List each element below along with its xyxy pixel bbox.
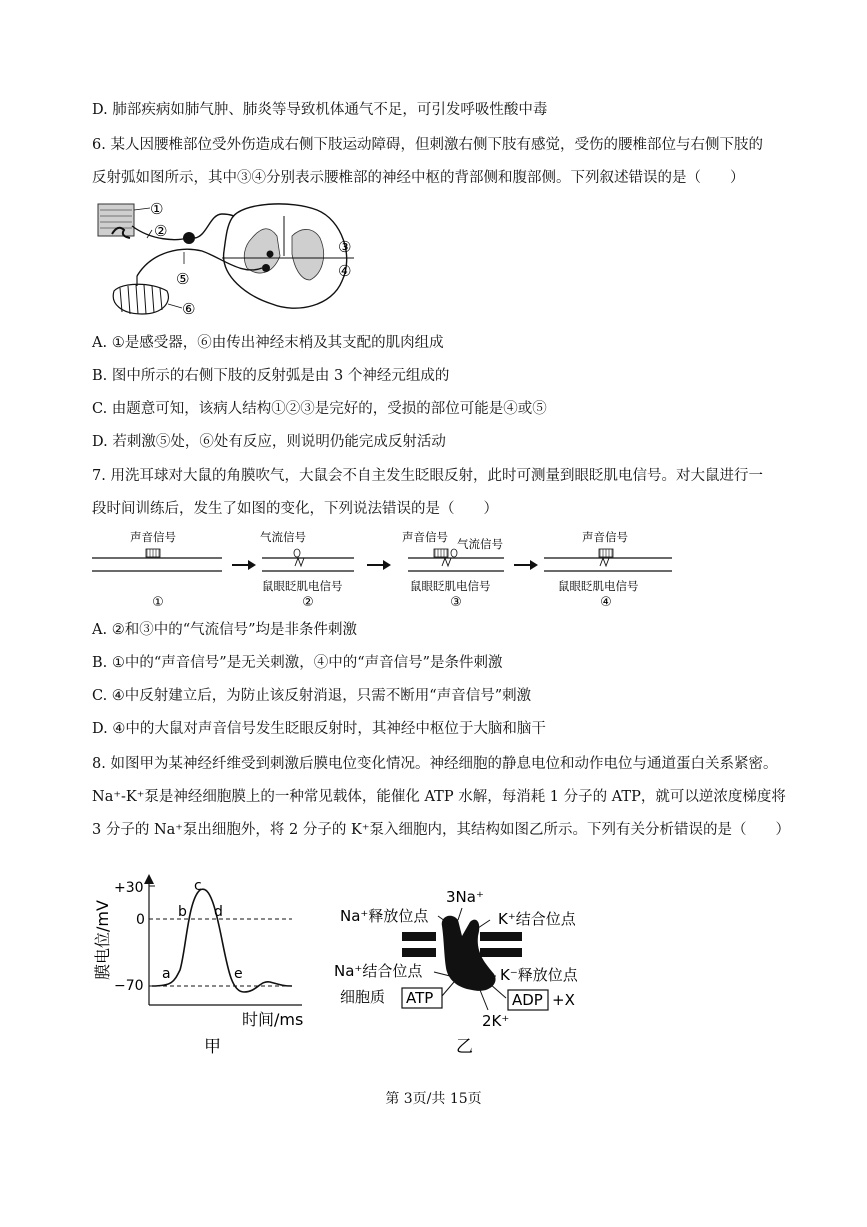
q6-option-d: D. 若刺激⑤处，⑥处有反应，则说明仍能完成反射活动: [92, 434, 446, 450]
label-k-release: K⁻释放位点: [500, 966, 578, 984]
label-na-release: Na⁺释放位点: [340, 907, 429, 925]
sound-label-1: 声音信号: [130, 530, 176, 544]
na-k-pump-diagram: [330, 876, 620, 1060]
label-2k: 2K⁺: [482, 1012, 510, 1030]
receptor-skin: [98, 204, 134, 236]
x-axis-label: 时间/ms: [242, 1010, 304, 1029]
emg-label-3: 鼠眼眨肌电信号: [410, 579, 491, 593]
tick-minus70: −70: [114, 978, 144, 994]
caption-jia: 甲: [204, 1037, 221, 1057]
air-label-2: 气流信号: [260, 530, 306, 544]
label-k-bind: K⁺结合位点: [498, 910, 576, 928]
page-footer: 第 3页/共 15页: [385, 1091, 482, 1107]
point-d: d: [214, 904, 223, 920]
label-na-bind: Na⁺结合位点: [334, 962, 423, 980]
q6-option-b: B. 图中所示的右侧下肢的反射弧是由 3 个神经元组成的: [92, 368, 450, 384]
panel-number-2: ②: [302, 595, 314, 610]
q7-option-b: B. ①中的“声音信号”是无关刺激，④中的“声音信号”是条件刺激: [92, 655, 503, 671]
label-1: ①: [150, 200, 164, 218]
panel-2: [260, 530, 354, 610]
y-axis-label: 膜电位/mV: [93, 900, 112, 980]
panel-number-3: ③: [450, 595, 462, 610]
point-e: e: [234, 966, 243, 982]
q7-option-d: D. ④中的大鼠对声音信号发生眨眼反射时，其神经中枢位于大脑和脑干: [92, 721, 546, 737]
q6-stem-line2: 反射弧如图所示，其中③④分别表示腰椎部的神经中枢的背部侧和腹部侧。下列叙述错误的是（ ）: [92, 170, 745, 186]
air-label-3: 气流信号: [457, 537, 503, 551]
conditioning-figure: [92, 526, 682, 614]
point-a: a: [162, 966, 171, 982]
caption-yi: 乙: [456, 1037, 473, 1057]
label-adp: ADP: [512, 991, 543, 1009]
label-plus-x: +X: [552, 991, 575, 1009]
label-4: ④: [338, 262, 352, 280]
tick-plus30: +30: [114, 880, 144, 896]
point-b: b: [178, 904, 187, 920]
label-cytoplasm: 细胞质: [340, 988, 386, 1006]
sound-label-4: 声音信号: [582, 530, 628, 544]
panel-number-4: ④: [600, 595, 612, 610]
q6-option-c: C. 由题意可知，该病人结构①②③是完好的，受损的部位可能是④或⑤: [92, 401, 547, 417]
panel-number-1: ①: [152, 595, 164, 610]
label-2: ②: [154, 222, 168, 240]
effector-muscle: [113, 284, 168, 314]
label-5: ⑤: [176, 270, 190, 288]
membrane-potential-chart: [92, 870, 322, 1060]
q8-stem-line2: Na⁺-K⁺泵是神经细胞膜上的一种常见载体，能催化 ATP 水解，每消耗 1 分子的 ATP，就可以逆浓度梯度将: [92, 789, 786, 805]
panel-3: [402, 530, 504, 610]
q5-option-d: D. 肺部疾病如肺气肿、肺炎等导致机体通气不足，可引发呼吸性酸中毒: [92, 102, 548, 118]
label-atp: ATP: [406, 989, 434, 1007]
label-3na: 3Na⁺: [446, 888, 484, 906]
emg-label-2: 鼠眼眨肌电信号: [262, 579, 343, 593]
label-3: ③: [338, 238, 352, 256]
spinal-cord: [224, 204, 347, 308]
sound-label-3: 声音信号: [402, 530, 448, 544]
q7-stem-line1: 7. 用洗耳球对大鼠的角膜吹气，大鼠会不自主发生眨眼反射，此时可测量到眼眨肌电信号。对大鼠进行一: [92, 468, 763, 484]
reflex-arc-figure: [92, 196, 372, 321]
tick-0: 0: [136, 912, 145, 928]
q7-option-c: C. ④中反射建立后，为防止该反射消退，只需不断用“声音信号”刺激: [92, 688, 532, 704]
emg-label-4: 鼠眼眨肌电信号: [558, 579, 639, 593]
q6-stem-line1: 6. 某人因腰椎部位受外伤造成右侧下肢运动障碍，但刺激右侧下肢有感觉，受伤的腰椎部位与右侧下肢的: [92, 137, 763, 153]
q7-option-a: A. ②和③中的“气流信号”均是非条件刺激: [92, 622, 358, 638]
q8-stem-line3: 3 分子的 Na⁺泵出细胞外，将 2 分子的 K⁺泵入细胞内，其结构如图乙所示。下列有关分析错误的是（ ）: [92, 822, 790, 838]
q7-stem-line2: 段时间训练后，发生了如图的变化，下列说法错误的是（ ）: [92, 501, 498, 517]
panel-1: [92, 530, 222, 610]
label-6: ⑥: [182, 300, 196, 318]
q6-option-a: A. ①是感受器，⑥由传出神经末梢及其支配的肌肉组成: [92, 335, 444, 351]
ganglion: [183, 232, 195, 244]
point-c: c: [194, 878, 202, 894]
panel-4: [544, 530, 672, 610]
q8-stem-line1: 8. 如图甲为某神经纤维受到刺激后膜电位变化情况。神经细胞的静息电位和动作电位与通道蛋白关系紧密。: [92, 756, 778, 772]
